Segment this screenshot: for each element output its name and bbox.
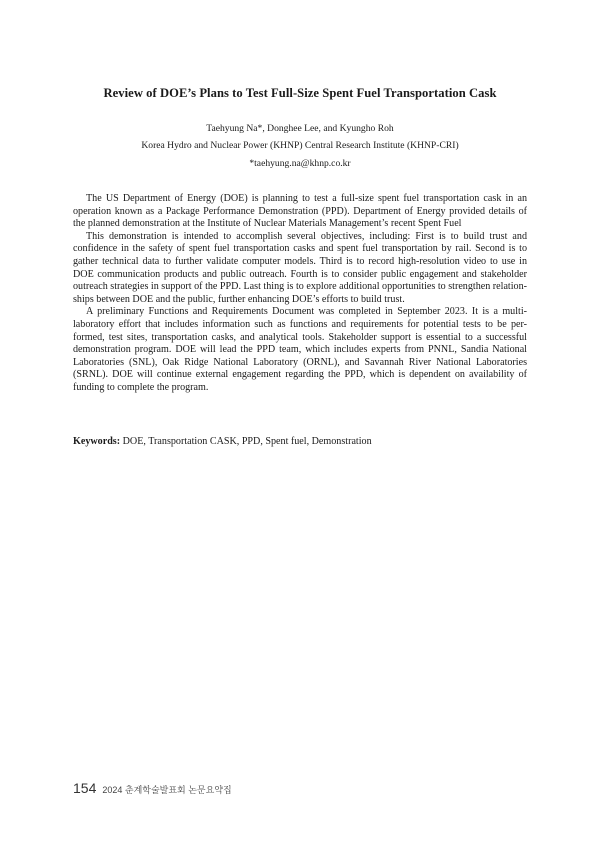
- keywords-list: DOE, Transportation CASK, PPD, Spent fuel, Demonstration: [122, 436, 372, 447]
- paper-title: Review of DOE’s Plans to Test Full-Size Spent Fuel Transportation Cask: [103, 86, 497, 100]
- abstract: [73, 193, 527, 395]
- page-number: 154: [73, 780, 97, 796]
- page-footer: [73, 780, 232, 796]
- keywords-label: Keywords:: [73, 436, 121, 447]
- abstract-paragraph-1: The US Department of Energy (DOE) is planning to test a full-size spent fuel transportation cask in an operation known as a Package Performance Demonstration (PPD). Department of Energy provided details of the planned demonstration at the Institute of Nuclear Materials Management’s recent Spent Fuel: [73, 193, 527, 230]
- paper-authors: Taehyung Na*, Donghee Lee, and Kyungho Roh: [206, 123, 394, 134]
- abstract-paragraph-2: This demonstration is intended to accomplish several objectives, including: First is to build trust and confidence in the safety of spent fuel transportation casks and spent fuel transportation by rail. Second is to gather technical data to further validate computer models. Third is to record high-resolution video to use in DOE communication products and public outreach. Fourth is to consider public engagement and stakeholder outreach strategies in support of the PPD. Last thing is to explore additional opportunities to strengthen relation-ships between DOE and the public, further enhancing DOE’s efforts to build trust.: [73, 230, 527, 305]
- corresponding-email: *taehyung.na@khnp.co.kr: [249, 158, 351, 169]
- keywords: [73, 436, 527, 447]
- proceedings-title: 2024 춘계학술발표회 논문요약집: [102, 785, 232, 795]
- paper-affiliation: Korea Hydro and Nuclear Power (KHNP) Central Research Institute (KHNP-CRI): [141, 140, 459, 151]
- abstract-paragraph-3: A preliminary Functions and Requirements Document was completed in September 2023. It is a multi-laboratory effort that includes information such as functions and requirements for potential tests to be per-formed, test sites, transportation casks, and analytical tools. Stakeholder support is essential to a successful demonstration program. DOE will lead the PPD team, which includes experts from PNNL, Sandia National Laboratories (SNL), Oak Ridge National Laboratory (ORNL), and Savannah River National Laboratories (SRNL). DOE will continue external engagement regarding the PPD, which is dependent on availability of funding to complete the program.: [73, 306, 527, 393]
